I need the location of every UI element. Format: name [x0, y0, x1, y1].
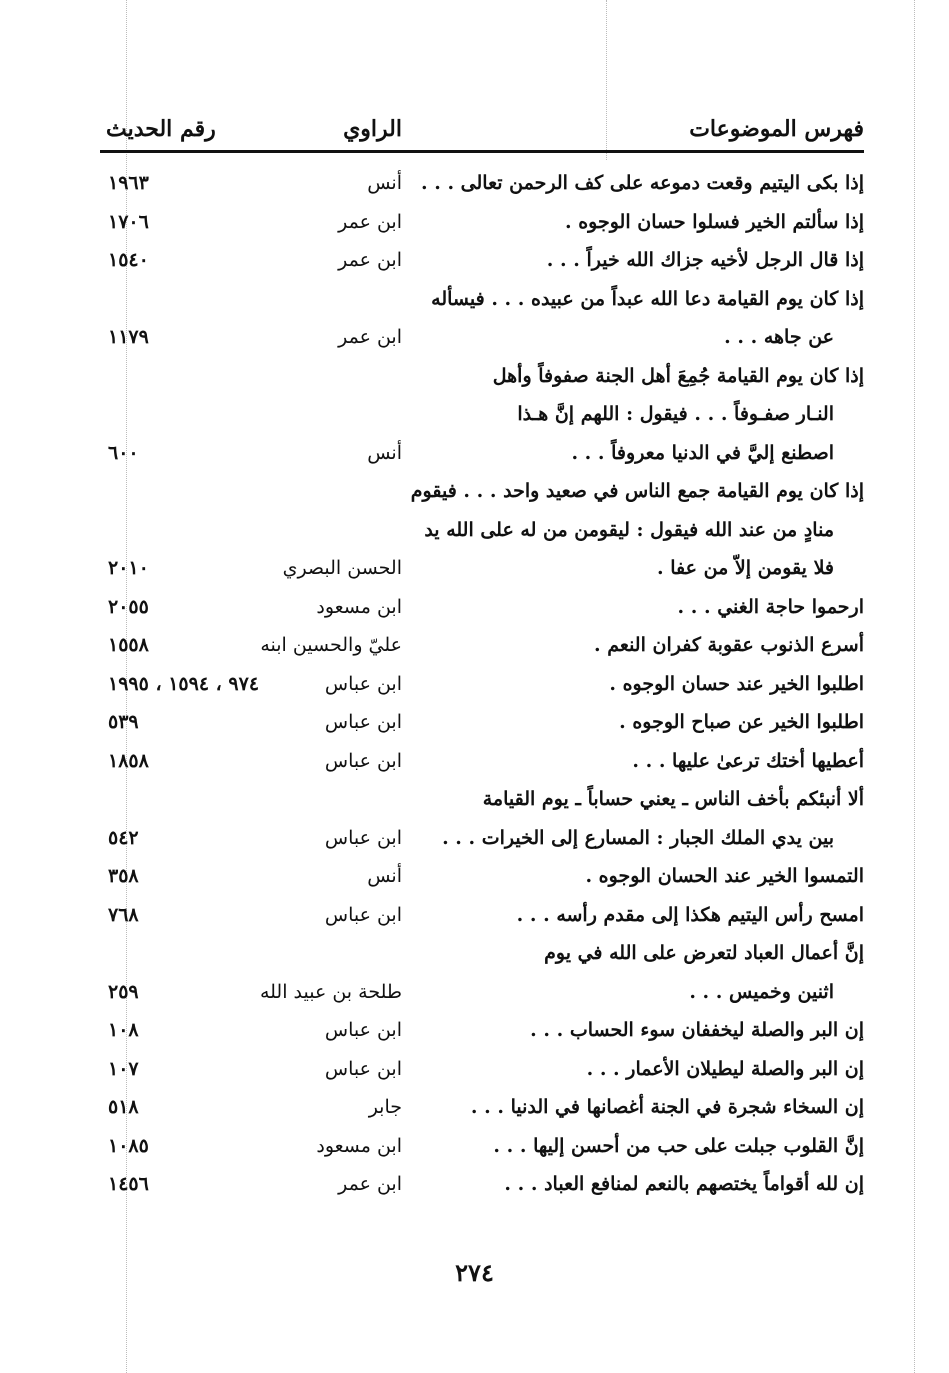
index-row	[100, 1013, 864, 1052]
narrator: ابن عمر	[338, 210, 402, 233]
index-row	[100, 782, 864, 821]
header-hadith-number: رقم الحديث	[106, 116, 216, 142]
hadith-number: ٥٤٢	[108, 826, 139, 849]
index-row	[100, 436, 864, 475]
index-row	[100, 166, 864, 205]
index-row	[100, 821, 864, 860]
index-row	[100, 1129, 864, 1168]
hadith-text: إذا بكى اليتيم وقعت دموعه على كف الرحمن تعالى . . .	[420, 172, 864, 194]
narrator: ابن عباس	[324, 749, 402, 772]
hadith-text: إن البر والصلة ليطيلان الأعمار . . .	[586, 1057, 864, 1080]
hadith-number: ١٠٨٥	[108, 1134, 149, 1157]
narrator: ابن مسعود	[316, 595, 402, 618]
hadith-text: إذا سألتم الخير فسلوا حسان الوجوه .	[565, 210, 864, 233]
hadith-number: ١٤٥٦	[108, 1173, 149, 1195]
index-row	[100, 205, 864, 244]
narrator: الحسن البصري	[282, 557, 402, 579]
hadith-text: امسح رأس اليتيم هكذا إلى مقدم رأسه . . .	[516, 903, 864, 926]
narrator: ابن عمر	[338, 1173, 402, 1195]
index-row	[100, 975, 864, 1014]
page-number: ٢٧٤	[455, 1258, 494, 1287]
hadith-number: ١٩٦٣	[108, 172, 149, 194]
hadith-text: اطلبوا الخير عند حسان الوجوه .	[609, 672, 864, 695]
index-row	[100, 744, 864, 783]
index-row	[100, 936, 864, 975]
index-row	[100, 320, 864, 359]
scan-dots-right	[914, 0, 915, 1373]
index-row	[100, 667, 864, 706]
hadith-text: أسرع الذنوب عقوبة كفران النعم .	[594, 634, 864, 656]
narrator: ابن عمر	[338, 326, 402, 348]
header-title: فهرس الموضوعات	[689, 116, 864, 142]
hadith-number: ٦٠٠	[108, 441, 139, 464]
hadith-text: إذا كان يوم القيامة دعا الله عبداً من عبيده . . . فيسأله	[431, 287, 864, 310]
narrator: جابر	[368, 1096, 402, 1118]
narrator: أنس	[367, 865, 402, 887]
hadith-number: ١٨٥٨	[108, 749, 149, 772]
hadith-text: التمسوا الخير عند الحسان الوجوه .	[585, 865, 864, 887]
index-list	[100, 166, 864, 1206]
index-row	[100, 513, 864, 552]
hadith-text: منادٍ من عند الله فيقول : ليقومن من له على الله يد	[424, 518, 834, 541]
hadith-text: إذا كان يوم القيامة جمع الناس في صعيد واحد . . . فيقوم	[410, 480, 864, 502]
hadith-text: إذا كان يوم القيامة جُمِعَ أهل الجنة صفوفاً وأهل	[492, 364, 864, 387]
hadith-text: ألا أنبئكم بأخف الناس ـ يعني حساباً ـ يوم القيامة	[482, 788, 864, 810]
hadith-number: ١٧٠٦	[108, 210, 149, 233]
hadith-number: ٢٠٥٥	[108, 595, 149, 618]
index-row	[100, 397, 864, 436]
header-narrator: الراوي	[343, 116, 402, 142]
hadith-number: ٢٥٩	[108, 980, 139, 1003]
hadith-number: ١١٧٩	[108, 326, 149, 348]
hadith-number: ١٥٥٨	[108, 634, 149, 656]
hadith-text: اطلبوا الخير عن صباح الوجوه .	[619, 711, 864, 733]
hadith-text: بين يدي الملك الجبار : المسارع إلى الخيرات . . .	[442, 826, 834, 849]
hadith-text: إنَّ أعمال العباد لتعرض على الله في يوم	[544, 942, 864, 964]
index-row	[100, 474, 864, 513]
narrator: ابن مسعود	[316, 1134, 402, 1157]
narrator: ابن عباس	[324, 826, 402, 849]
index-row	[100, 551, 864, 590]
narrator: ابن عباس	[324, 903, 402, 926]
hadith-number: ١٠٧	[108, 1057, 139, 1080]
narrator: عليّ والحسين ابنه	[260, 634, 402, 656]
hadith-number: ٧٦٨	[108, 903, 139, 926]
hadith-text: إن البر والصلة ليخففان سوء الحساب . . .	[530, 1019, 864, 1041]
hadith-number: ٥١٨	[108, 1096, 139, 1118]
hadith-number: ٣٥٨	[108, 865, 139, 887]
header-rule	[100, 150, 864, 153]
narrator: ابن عباس	[324, 711, 402, 733]
hadith-number: ٢٠١٠	[108, 557, 149, 579]
hadith-number: ١٥٤٠	[108, 249, 149, 271]
narrator: أنس	[367, 441, 402, 464]
index-row	[100, 1090, 864, 1129]
index-row	[100, 705, 864, 744]
index-row	[100, 243, 864, 282]
narrator: ابن عباس	[324, 1019, 402, 1041]
hadith-text: إن لله أقواماً يختصهم بالنعم لمنافع العباد . . .	[504, 1173, 864, 1195]
index-row	[100, 282, 864, 321]
hadith-text: اصطنع إليَّ في الدنيا معروفاً . . .	[571, 441, 834, 464]
hadith-text: إنَّ القلوب جبلت على حب من أحسن إليها . . .	[493, 1134, 864, 1157]
hadith-text: إن السخاء شجرة في الجنة أغصانها في الدنيا . . .	[470, 1096, 864, 1118]
hadith-text: أعطيها أختك ترعىٰ عليها . . .	[632, 749, 864, 772]
table-header	[100, 110, 864, 150]
hadith-text: ارحموا حاجة الغني . . .	[677, 595, 864, 618]
narrator: ابن عمر	[338, 249, 402, 271]
index-row	[100, 628, 864, 667]
hadith-text: النـار صفـوفاً . . . فيقول : اللهم إنَّ هـذا	[517, 403, 834, 425]
index-row	[100, 1167, 864, 1206]
hadith-number: ٥٣٩	[108, 711, 139, 733]
index-row	[100, 898, 864, 937]
index-row	[100, 359, 864, 398]
narrator: طلحة بن عبيد الله	[259, 980, 402, 1003]
hadith-text: فلا يقومن إلاّ من عفا .	[657, 557, 834, 579]
hadith-text: عن جاهه . . .	[724, 326, 834, 348]
index-row	[100, 590, 864, 629]
narrator: ابن عباس	[324, 1057, 402, 1080]
narrator: ابن عباس	[324, 672, 402, 695]
hadith-number: ٩٧٤ ، ١٥٩٤ ، ١٩٩٥	[108, 672, 260, 695]
index-row	[100, 859, 864, 898]
hadith-text: إذا قال الرجل لأخيه جزاك الله خيراً . . .	[546, 249, 864, 271]
hadith-number: ١٠٨	[108, 1019, 139, 1041]
index-row	[100, 1052, 864, 1091]
hadith-text: اثنين وخميس . . .	[689, 980, 834, 1003]
narrator: أنس	[367, 172, 402, 194]
